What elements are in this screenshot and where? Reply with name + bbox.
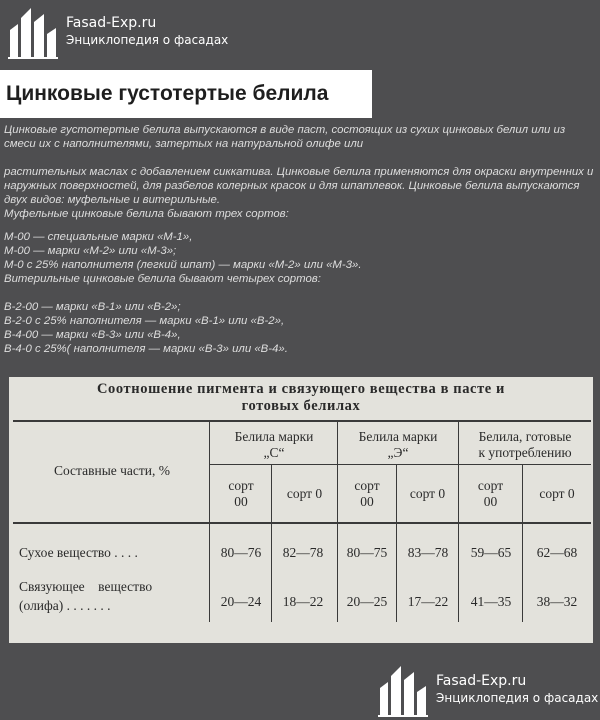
column-header-sort0: сорт 0	[539, 486, 575, 501]
logo-site-name: Fasad-Exp.ru	[436, 673, 527, 689]
list-item: М-00 — специальные марки «М-1»,	[4, 230, 193, 243]
table-cell: 59—65	[470, 545, 512, 560]
row-label-binder: Связующее вещество (олифа) . . . . . . .	[19, 579, 153, 613]
table-cell: 38—32	[536, 594, 578, 609]
building-icon	[376, 662, 432, 718]
article-body	[4, 123, 596, 356]
ratio-table-image	[9, 377, 593, 643]
list-item: М-0 с 25% наполнителя (легкий шпат) — марки «М-2» или «М-3».	[4, 258, 362, 271]
table-cell: 17—22	[407, 594, 449, 609]
column-header-sort0: сорт 0	[286, 486, 323, 501]
list-item: В-4-00 — марки «В-3» или «В-4»,	[4, 329, 181, 342]
table-cell: 20—25	[346, 594, 388, 609]
column-group-c: Белила марки „С“	[234, 429, 314, 460]
building-icon	[6, 4, 62, 60]
table-cell: 80—75	[346, 545, 388, 560]
site-logo-bottom[interactable]	[376, 662, 598, 718]
logo-site-name: Fasad-Exp.ru	[66, 15, 157, 31]
logo-tagline: Энциклопедия о фасадах	[66, 33, 229, 47]
table-cell: 62—68	[536, 545, 578, 560]
page-title-box	[0, 70, 372, 118]
paragraph-muffle-heading: Муфельные цинковые белила бывают трех сортов:	[4, 208, 289, 221]
list-item: В-2-0 с 25% наполнителя — марки «В-1» или «В-2»,	[4, 315, 285, 328]
table-cell: 80—76	[220, 545, 262, 560]
list-item: М-00 — марки «М-2» или «М-3»;	[4, 244, 177, 257]
paragraph-viteril-heading: Витерильные цинковые белила бывают четырех сортов:	[4, 272, 321, 285]
column-header-sort0: сорт 0	[409, 486, 446, 501]
table-cell: 20—24	[220, 594, 262, 609]
column-header-parts: Составные части, %	[53, 463, 171, 478]
paragraph-usage: растительных маслах с добавлением сиккатива. Цинковые белила применяются для окраски внутренних и наружных поверхностей, для разбелов колерных красок и для шпатлевок. Цинковые белила выпускаются двух видов: муфельные и витерильные.	[4, 166, 594, 207]
row-label-dry: Сухое вещество . . . .	[19, 545, 138, 560]
table-cell: 82—78	[282, 545, 324, 560]
column-header-sort00: сорт 00	[477, 478, 504, 509]
list-item: В-2-00 — марки «В-1» или «В-2»;	[4, 300, 181, 313]
table-cell: 18—22	[282, 594, 324, 609]
list-item: В-4-0 с 25%( наполнителя — марки «В-3» или «В-4».	[4, 343, 288, 356]
column-group-e: Белила марки „Э“	[358, 429, 438, 460]
table-cell: 41—35	[470, 594, 512, 609]
paragraph-intro: Цинковые густотертые белила выпускаются в виде паст, состоящих из сухих цинковых белил или из смеси их с наполнителями, затертых на натуральной олифе или	[4, 124, 566, 151]
page-title: Цинковые густотертые белила	[6, 82, 329, 105]
column-group-ready: Белила, готовые к употреблению	[478, 429, 572, 460]
site-logo-top[interactable]	[6, 4, 228, 60]
logo-tagline: Энциклопедия о фасадах	[436, 691, 599, 705]
table-cell: 83—78	[407, 545, 449, 560]
column-header-sort00: сорт 00	[354, 478, 380, 509]
table-caption: Соотношение пигмента и связующего вещества в пасте и готовых белилах	[96, 381, 506, 414]
column-header-sort00: сорт 00	[228, 478, 254, 509]
